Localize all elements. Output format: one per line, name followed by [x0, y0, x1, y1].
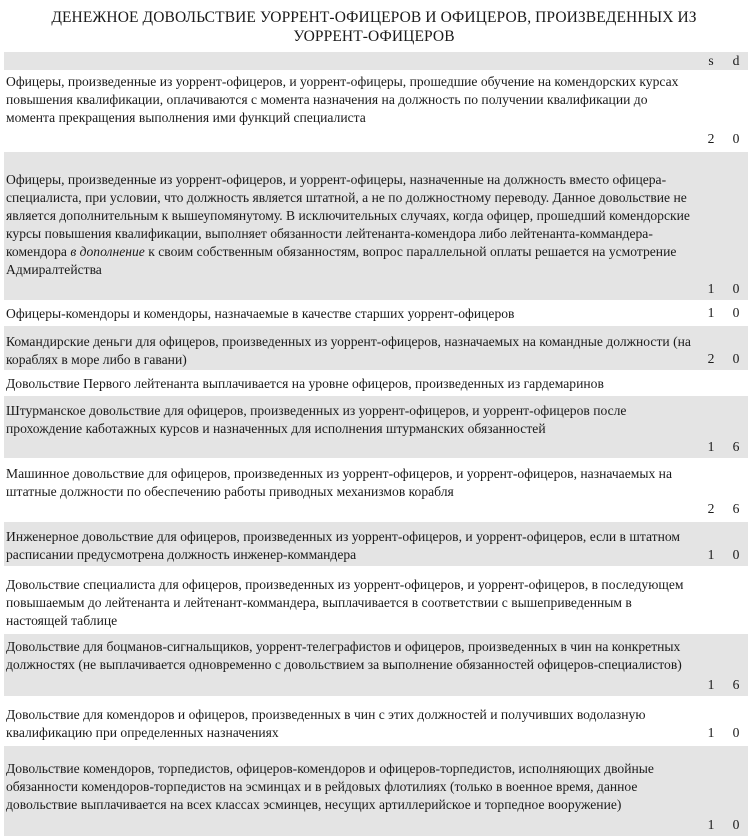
row-description: Офицеры, произведенные из уоррент-офицеров, и уоррент-офицеры, прошедшие обучение на комендорских курсах повышения квалификации, оплачиваются с момента назначения на должность по получении квалификации до момента прекращения выполнения ими функций специалиста [6, 74, 679, 125]
pay-table [4, 52, 748, 836]
row-text-part-b: к своим собственным обязанностям, вопрос параллельной оплаты решается на усмотрение Адмиралтейства [6, 244, 677, 277]
row-shillings: 1 [707, 547, 715, 562]
table-row [4, 152, 748, 302]
table-row [4, 634, 748, 698]
table-header [4, 52, 748, 72]
row-text-part-a: Офицеры, произведенные из уоррент-офицеров, и уоррент-офицеры, назначенные на должность вместо офицера-специалиста, при условии, что должность является штатной, а не по должностному переводу. Данное довольствие не является дополнительным к вышеупомянутому. В исключительных случаях, когда офицер, прошедший комендорские курсы повышения квалификации, выполняет обязанности лейтенанта-комендора либо лейтенанта-коммандера-комендора [6, 172, 690, 259]
title-line-1: ДЕНЕЖНОЕ ДОВОЛЬСТВИЕ УОРРЕНТ-ОФИЦЕРОВ И ОФИЦЕРОВ, ПРОИЗВЕДЕННЫХ ИЗ [51, 9, 697, 26]
row-pence: 0 [732, 131, 740, 146]
table-row [4, 372, 748, 396]
table-row [4, 396, 748, 460]
row-shillings [698, 630, 724, 632]
table-row [4, 522, 748, 568]
table-row [4, 460, 748, 522]
column-header-s: s [708, 53, 714, 68]
row-pence: 0 [732, 547, 740, 562]
row-pence: 0 [732, 305, 740, 320]
row-pence: 0 [732, 281, 740, 296]
row-shillings: 1 [707, 281, 715, 296]
row-pence: 6 [732, 501, 740, 516]
row-description [4, 152, 698, 300]
row-pence: 0 [732, 817, 740, 832]
row-shillings: 2 [707, 351, 715, 366]
table-row [4, 746, 748, 836]
row-shillings: 1 [707, 305, 715, 320]
row-pence: 6 [732, 439, 740, 454]
row-description: Офицеры-комендоры и комендоры, назначаемые в качестве старших уоррент-офицеров [6, 306, 515, 321]
row-pence: 0 [732, 725, 740, 740]
table-row [4, 698, 748, 746]
table-row [4, 302, 748, 326]
row-description: Штурманское довольствие для офицеров, произведенных из уоррент-офицеров, и уоррент-офицеров после прохождение каботажных курсов и назначенных для исполнения штурманских обязанностей [6, 403, 627, 436]
row-shillings: 1 [707, 817, 715, 832]
table-row [4, 326, 748, 372]
row-shillings: 2 [707, 131, 715, 146]
title-line-2: УОРРЕНТ-ОФИЦЕРОВ [293, 28, 455, 45]
row-shillings [698, 392, 724, 394]
table-row [4, 568, 748, 634]
row-description: Машинное довольствие для офицеров, произведенных из уоррент-офицеров, и уоррент-офицеров, назначаемых на штатные должности по обеспечению работы приводных механизмов корабля [6, 466, 672, 499]
column-header-d: d [732, 53, 740, 68]
row-description: Командирские деньги для офицеров, произведенных из уоррент-офицеров, назначаемых на командные должности (на кораблях в море либо в гавани) [6, 334, 691, 367]
page-title [0, 8, 748, 46]
row-shillings: 2 [707, 501, 715, 516]
row-pence [724, 630, 748, 632]
row-pence [724, 392, 748, 394]
row-shillings: 1 [707, 725, 715, 740]
row-description: Довольствие специалиста для офицеров, произведенных из уоррент-офицеров, и уоррент-офицеров, в последующем повышаемым до лейтенанта и лейтенант-коммандера, выплачивается в соответствии с вышеприведенным в настоящей таблице [6, 577, 684, 628]
row-description: Довольствие для комендоров и офицеров, произведенных в чин с этих должностей и получивших водолазную квалификацию при определенных назначениях [6, 707, 646, 740]
row-pence: 6 [732, 677, 740, 692]
row-shillings: 1 [707, 677, 715, 692]
table-row [4, 72, 748, 152]
row-description: Довольствие Первого лейтенанта выплачивается на уровне офицеров, произведенных из гардемаринов [6, 376, 604, 391]
row-description: Инженерное довольствие для офицеров, произведенных из уоррент-офицеров, и уоррент-офицеров, если в штатном расписании предусмотрена должность инженер-коммандера [6, 529, 680, 562]
row-description: Довольствие для боцманов-сигнальщиков, уоррент-телеграфистов и офицеров, произведенных в чин на конкретных должностях (не выплачивается одновременно с довольствием за выполнение обязанностей офицеров-специалистов) [6, 639, 682, 672]
row-description: Довольствие комендоров, торпедистов, офицеров-комендоров и офицеров-торпедистов, исполняющих двойные обязанности комендоров-торпедистов на эсминцах и в рейдовых флотилиях (только в военное время, данное довольствие выплачивается на всех классах эсминцев, несущих артиллерийское и торпедное вооружение) [6, 761, 654, 812]
row-shillings: 1 [707, 439, 715, 454]
header-blank [4, 52, 698, 72]
row-pence: 0 [732, 351, 740, 366]
row-text-emphasis: в дополнение [70, 244, 145, 259]
